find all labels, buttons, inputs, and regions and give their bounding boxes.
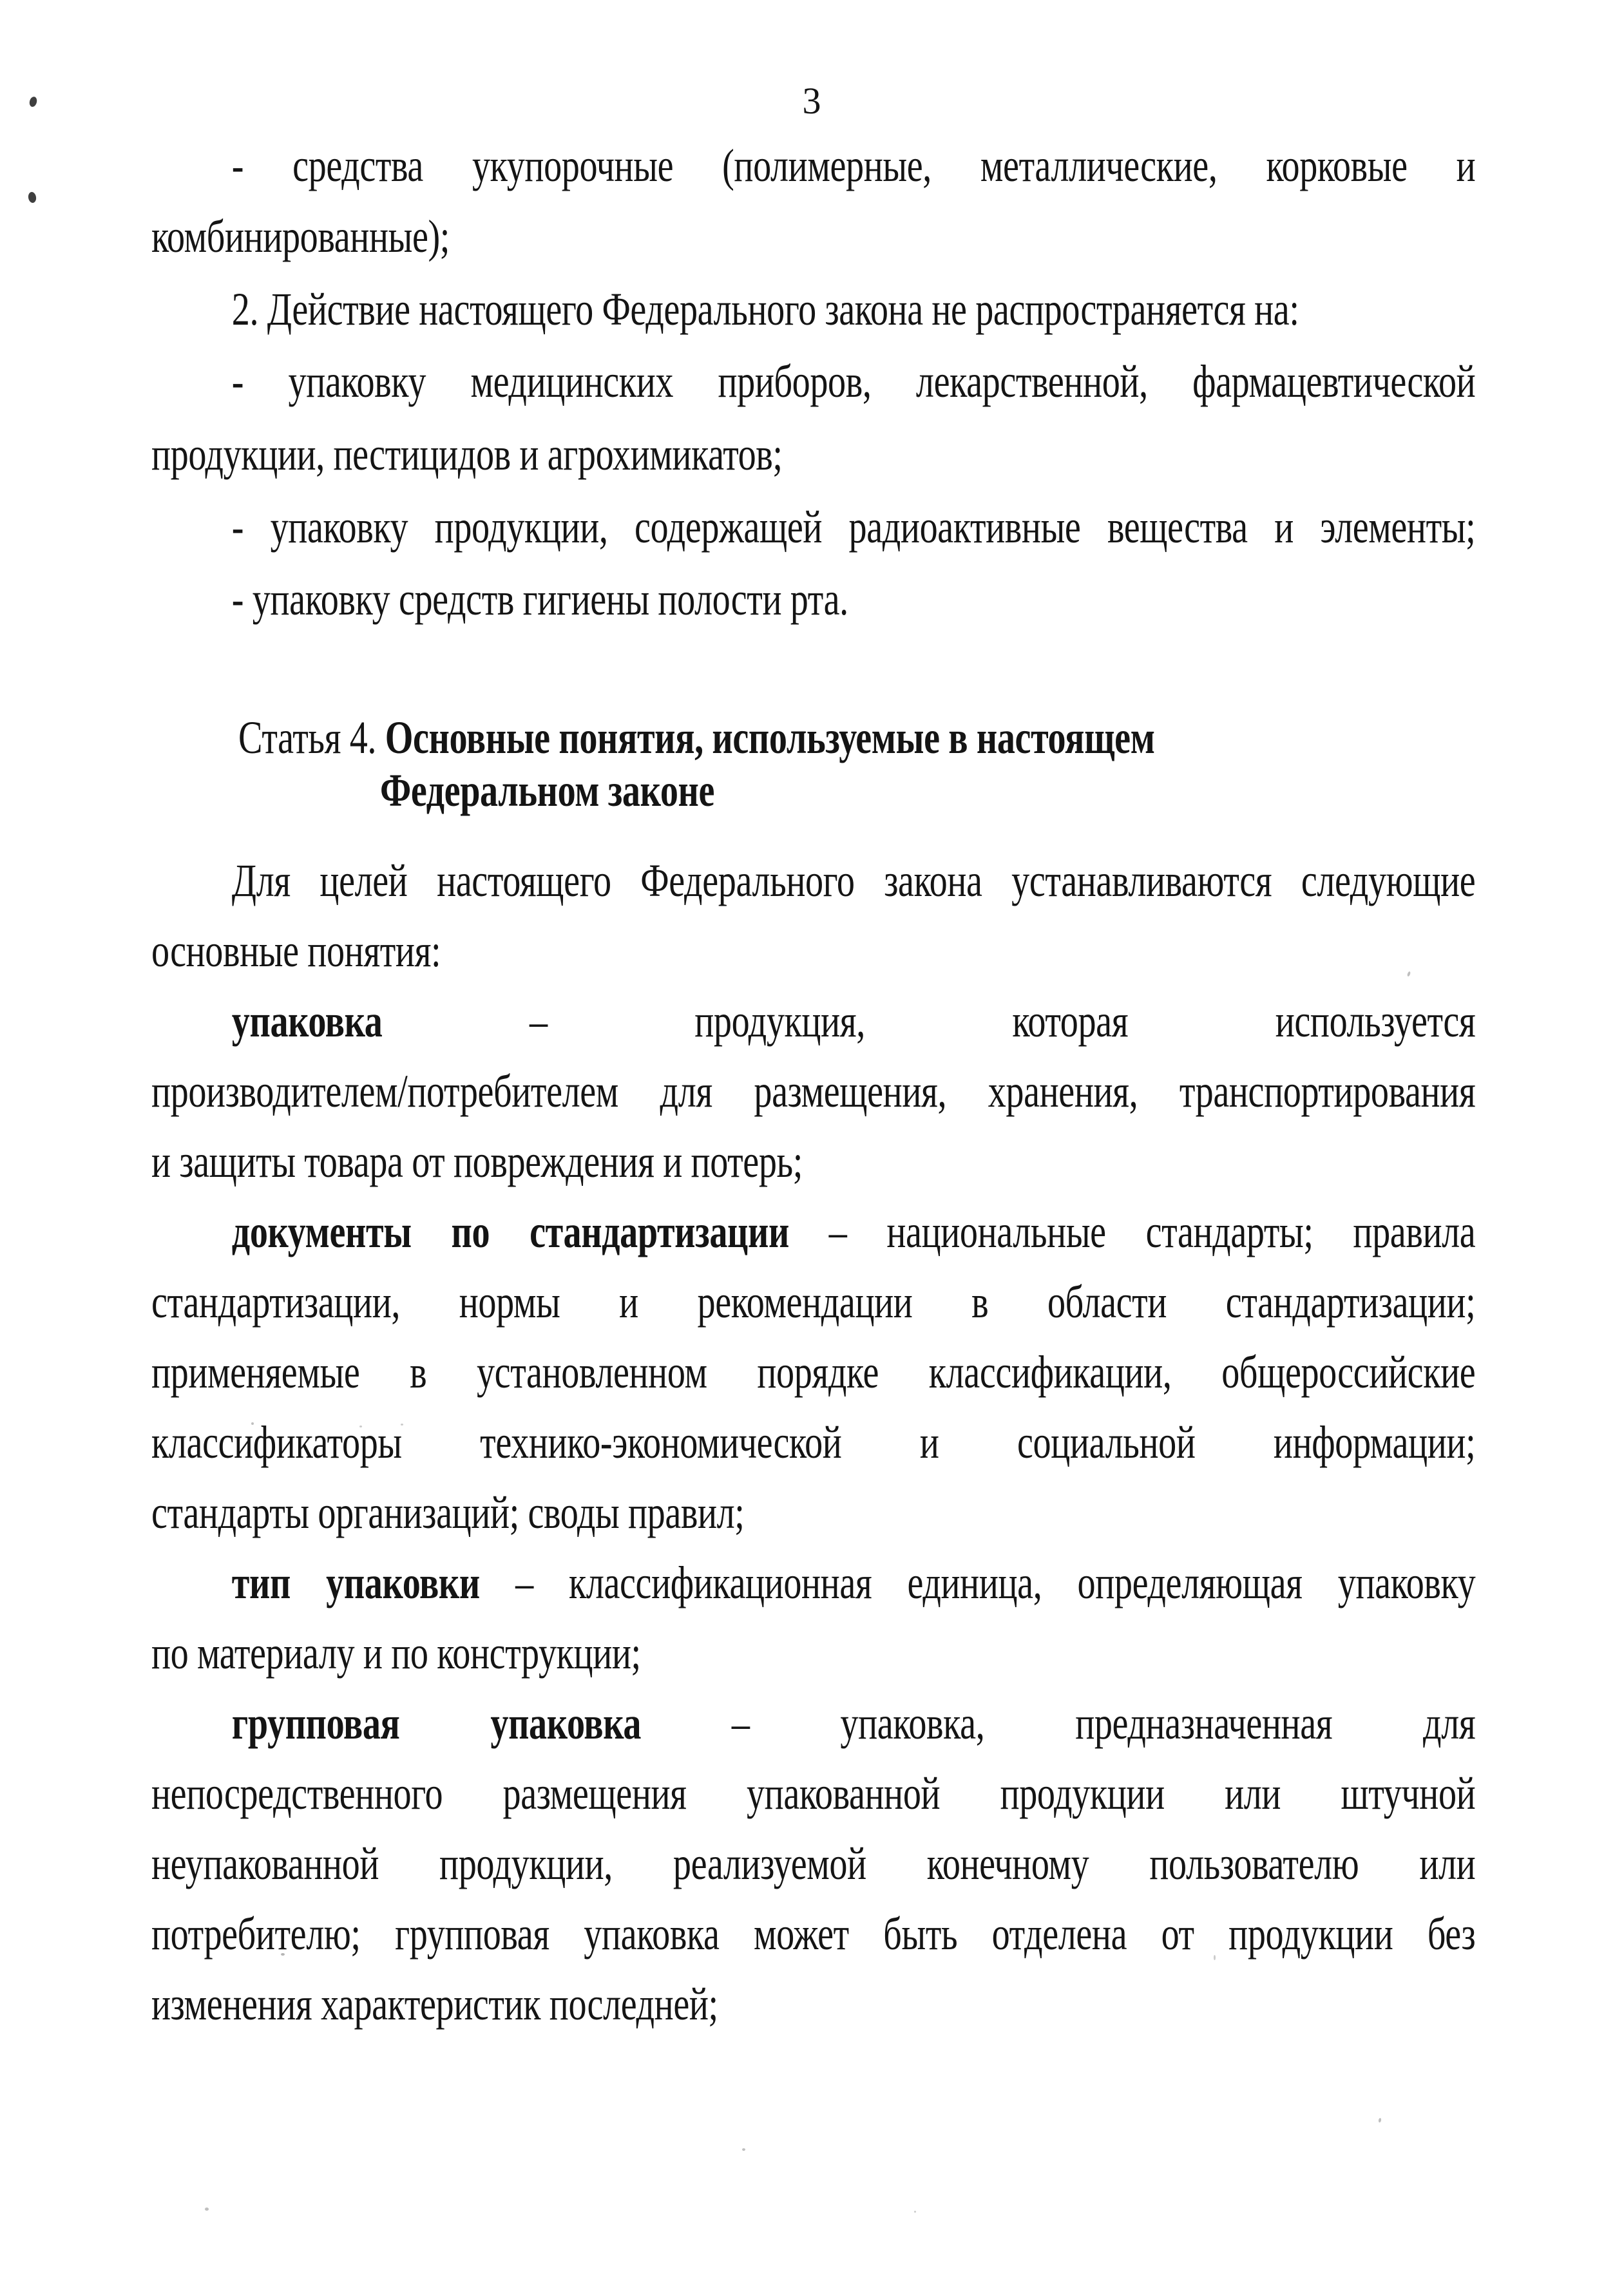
- scan-speck: [281, 1953, 285, 1956]
- page-number: 3: [802, 80, 821, 122]
- line-text: – упаковка, предназначенная для: [641, 1697, 1476, 1749]
- scan-speck: [205, 2208, 209, 2211]
- line-text: 2. Действие настоящего Федерального закона не распространяется на:: [231, 283, 1299, 335]
- article-heading-line: [380, 767, 714, 814]
- line-text: стандарты организаций; своды правил;: [151, 1487, 745, 1538]
- text-line: [151, 995, 1476, 1047]
- line-text: комбинированные);: [151, 211, 450, 262]
- article-heading-line: [238, 714, 1155, 761]
- text-line: [151, 573, 1475, 625]
- line-text: и защиты товара от повреждения и потерь;: [151, 1136, 803, 1187]
- line-bold-term: тип упаковки: [231, 1557, 480, 1608]
- text-line: [151, 1908, 1476, 1960]
- line-bold-term: групповая упаковка: [231, 1697, 642, 1749]
- line-text-prefix: Статья 4.: [238, 712, 385, 763]
- text-line: [151, 1559, 1475, 1606]
- text-line: [151, 213, 1475, 260]
- scan-speck: [401, 1424, 403, 1426]
- line-bold-term: Основные понятия, используемые в настоящем: [385, 712, 1155, 763]
- text-line: [151, 1770, 1475, 1817]
- line-text: - средства укупорочные (полимерные, металлические, корковые и: [231, 140, 1476, 191]
- scan-speck: [1378, 2118, 1381, 2123]
- scan-speck: [742, 2148, 745, 2151]
- text-line: [151, 857, 1475, 904]
- line-bold-term: Федеральном законе: [380, 765, 715, 816]
- line-text: - упаковку средств гигиены полости рта.: [231, 573, 848, 625]
- scan-speck: [28, 96, 38, 108]
- line-text: неупакованной продукции, реализуемой конечному пользователю или: [151, 1838, 1476, 1889]
- line-text: – продукция, которая используется: [382, 995, 1476, 1047]
- text-line: [151, 501, 1476, 553]
- text-line: [151, 925, 1475, 977]
- text-line: [151, 283, 1475, 335]
- scan-speck: [251, 1422, 254, 1425]
- scan-speck: [914, 2211, 916, 2213]
- text-line: [151, 358, 1475, 405]
- line-text: - упаковку продукции, содержащей радиоактивные вещества и элементы;: [231, 501, 1476, 553]
- line-text: Для целей настоящего Федерального закона устанавливаются следующие: [231, 855, 1476, 906]
- line-text: продукции, пестицидов и агрохимикатов;: [151, 428, 783, 480]
- line-text: стандартизации, нормы и рекомендации в области стандартизации;: [151, 1276, 1476, 1328]
- text-line: [151, 1978, 1475, 2030]
- text-line: [151, 1065, 1476, 1117]
- text-line: [151, 1627, 1475, 1679]
- text-line: [151, 1346, 1476, 1398]
- scan-speck: [28, 191, 37, 204]
- line-text: применяемые в установленном порядке классификации, общероссийские: [151, 1346, 1476, 1398]
- line-text: производителем/потребителем для размещения, хранения, транспортирования: [151, 1065, 1476, 1117]
- scan-speck: [1214, 1955, 1216, 1960]
- line-text: непосредственного размещения упакованной продукции или штучной: [151, 1768, 1476, 1819]
- text-line: [151, 1489, 1475, 1536]
- text-line: [151, 1416, 1476, 1468]
- line-text: - упаковку медицинских приборов, лекарственной, фармацевтической: [231, 356, 1476, 407]
- line-bold-term: документы по стандартизации: [231, 1206, 789, 1257]
- line-text: основные понятия:: [151, 925, 441, 977]
- line-text: классификаторы технико-экономической и социальной информации;: [151, 1416, 1476, 1468]
- text-line: [151, 142, 1475, 189]
- text-line: [151, 1138, 1475, 1185]
- text-line: [151, 1697, 1476, 1749]
- line-text: – классификационная единица, определяющая упаковку: [479, 1557, 1476, 1608]
- text-line: [151, 1276, 1476, 1328]
- line-text: потребителю; групповая упаковка может быть отделена от продукции без: [151, 1908, 1476, 1960]
- line-text: изменения характеристик последней;: [151, 1978, 718, 2030]
- line-text: – национальные стандарты; правила: [788, 1206, 1476, 1257]
- text-line: [151, 428, 1475, 480]
- text-line: [151, 1208, 1475, 1255]
- line-bold-term: упаковка: [231, 995, 383, 1047]
- text-line: [151, 1840, 1475, 1887]
- line-text: по материалу и по конструкции;: [151, 1627, 641, 1679]
- scan-speck: [359, 1426, 362, 1427]
